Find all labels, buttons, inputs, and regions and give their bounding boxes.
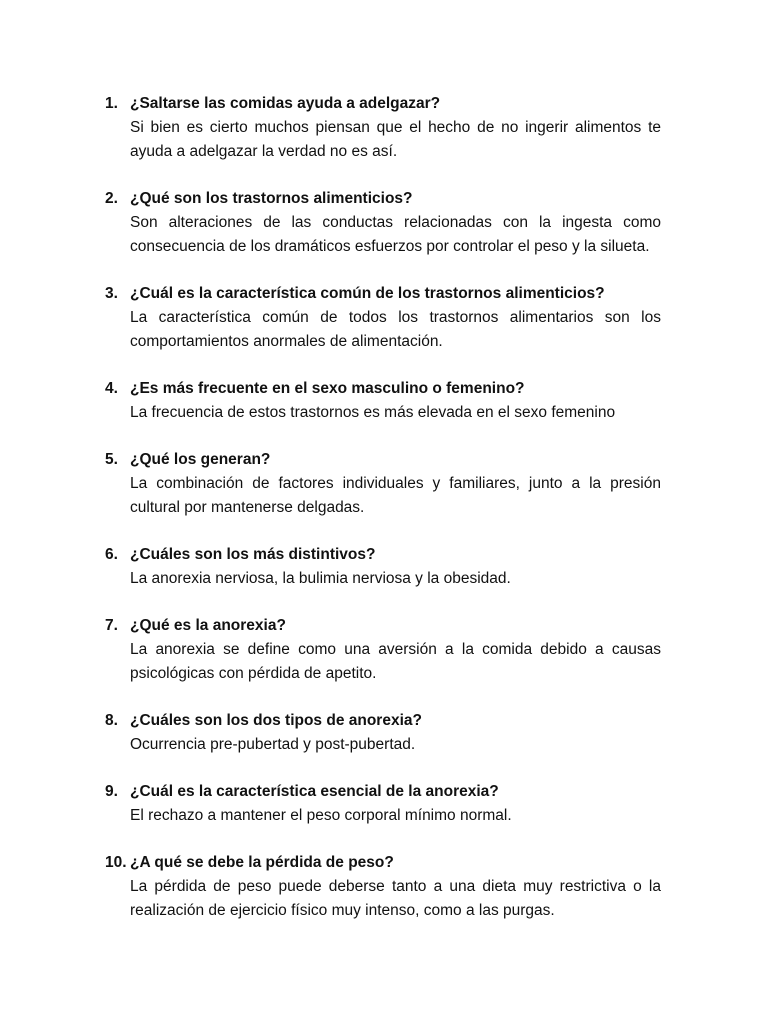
answer-text: Si bien es cierto muchos piensan que el hecho de no ingerir alimentos te ayuda a adelgazar la verdad no es así. bbox=[130, 119, 661, 160]
question-number: 4. bbox=[105, 380, 118, 397]
question-number: 3. bbox=[105, 285, 118, 302]
question-number: 9. bbox=[105, 783, 118, 800]
list-item bbox=[105, 614, 661, 686]
question-text: ¿Saltarse las comidas ayuda a adelgazar? bbox=[130, 95, 441, 112]
answer-text: La anorexia se define como una aversión a la comida debido a causas psicológicas con pérdida de apetito. bbox=[130, 641, 661, 682]
answer-text: La característica común de todos los trastornos alimentarios son los comportamientos anormales de alimentación. bbox=[130, 309, 661, 350]
question-line bbox=[105, 780, 661, 804]
question-number: 1. bbox=[105, 95, 118, 112]
list-item bbox=[105, 282, 661, 354]
question-line bbox=[105, 614, 661, 638]
list-item bbox=[105, 377, 661, 425]
question-number: 6. bbox=[105, 546, 118, 563]
question-number: 8. bbox=[105, 712, 118, 729]
answer-text: La combinación de factores individuales y familiares, junto a la presión cultural por mantenerse delgadas. bbox=[130, 475, 661, 516]
list-item bbox=[105, 780, 661, 828]
question-text: ¿Cuáles son los más distintivos? bbox=[130, 546, 376, 563]
question-line bbox=[105, 543, 661, 567]
question-line bbox=[105, 709, 661, 733]
answer-text: La pérdida de peso puede deberse tanto a una dieta muy restrictiva o la realización de ejercicio físico muy intenso, como a las purgas. bbox=[130, 878, 661, 919]
answer-text: La anorexia nerviosa, la bulimia nerviosa y la obesidad. bbox=[130, 570, 511, 587]
question-text: ¿Qué los generan? bbox=[130, 451, 271, 468]
question-text: ¿Cuál es la característica esencial de la anorexia? bbox=[130, 783, 499, 800]
list-item bbox=[105, 851, 661, 923]
answer-text: Son alteraciones de las conductas relacionadas con la ingesta como consecuencia de los dramáticos esfuerzos por controlar el peso y la silueta. bbox=[130, 214, 661, 255]
question-text: ¿Es más frecuente en el sexo masculino o femenino? bbox=[130, 380, 525, 397]
question-line bbox=[105, 851, 661, 875]
answer-text: El rechazo a mantener el peso corporal mínimo normal. bbox=[130, 807, 512, 824]
list-item bbox=[105, 543, 661, 591]
answer-text: Ocurrencia pre-pubertad y post-pubertad. bbox=[130, 736, 416, 753]
question-line bbox=[105, 377, 661, 401]
question-text: ¿Cuál es la característica común de los trastornos alimenticios? bbox=[130, 285, 605, 302]
list-item bbox=[105, 92, 661, 164]
question-line bbox=[105, 282, 661, 306]
question-number: 10. bbox=[105, 854, 127, 871]
answer-text: La frecuencia de estos trastornos es más elevada en el sexo femenino bbox=[130, 404, 616, 421]
list-item bbox=[105, 448, 661, 520]
question-text: ¿Qué es la anorexia? bbox=[130, 617, 286, 634]
question-list bbox=[105, 92, 661, 946]
question-text: ¿A qué se debe la pérdida de peso? bbox=[130, 854, 394, 871]
list-item bbox=[105, 187, 661, 259]
question-number: 5. bbox=[105, 451, 118, 468]
question-text: ¿Cuáles son los dos tipos de anorexia? bbox=[130, 712, 422, 729]
question-line bbox=[105, 448, 661, 472]
question-text: ¿Qué son los trastornos alimenticios? bbox=[130, 190, 413, 207]
question-number: 7. bbox=[105, 617, 118, 634]
question-line bbox=[105, 92, 661, 116]
question-line bbox=[105, 187, 661, 211]
question-number: 2. bbox=[105, 190, 118, 207]
list-item bbox=[105, 709, 661, 757]
